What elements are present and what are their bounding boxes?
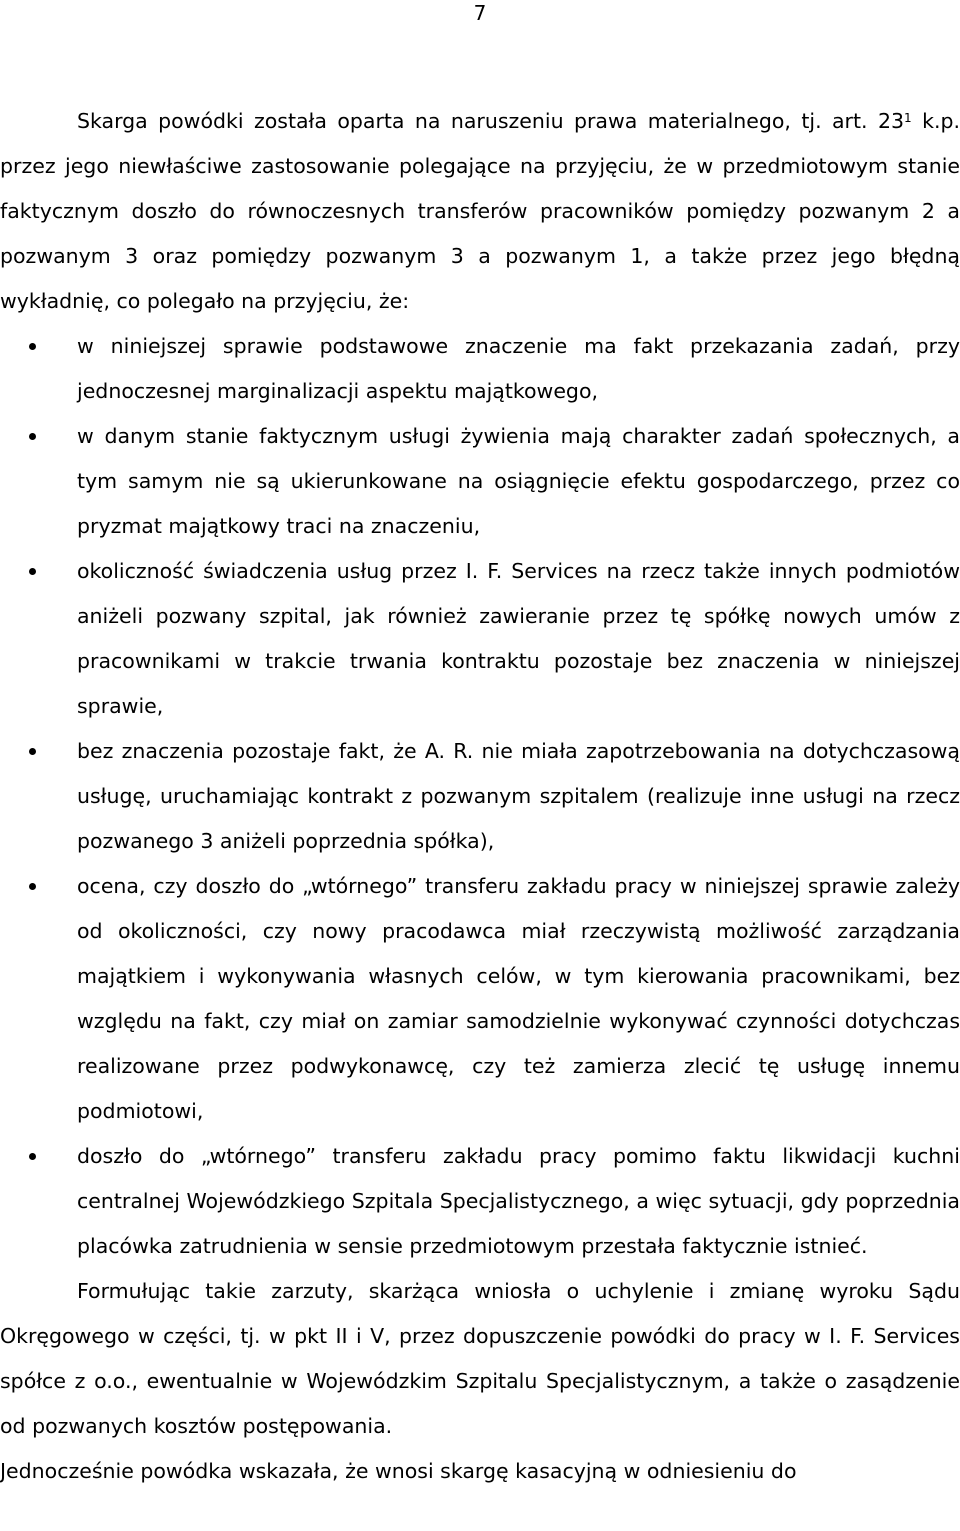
document-body [0,99,960,1494]
list-item-text: bez znaczenia pozostaje fakt, że A. R. nie miała zapotrzebowania na dotychczasową usługę, uruchamiając kontrakt z pozwanym szpitalem (realizuje inne usługi na rzecz pozwanego 3 aniżeli poprzednia spółka), [77,739,960,853]
continuation-paragraph: Jednocześnie powódka wskazała, że wnosi skargę kasacyjną w odniesieniu do [0,1459,797,1483]
bullet-icon [29,1153,36,1160]
list-item [77,1134,960,1269]
bullet-icon [29,883,36,890]
bullet-icon [29,748,36,755]
list-item [77,414,960,549]
claims-paragraph: Formułując takie zarzuty, skarżąca wniosła o uchylenie i zmianę wyroku Sądu Okręgowego w części, tj. w pkt II i V, przez dopuszczenie powódki do pracy w I. F. Services spółce z o.o., ewentualnie w Wojewódzkim Szpitalu Specjalistycznym, a także o zasądzenie od pozwanych kosztów postępowania. [0,1279,960,1438]
list-item-text: ocena, czy doszło do „wtórnego” transferu zakładu pracy w niniejszej sprawie zależy od okoliczności, czy nowy pracodawca miał rzeczywistą możliwość zarządzania majątkiem i wykonywania własnych celów, w tym kierowania pracownikami, bez względu na fakt, czy miał on zamiar samodzielnie wykonywać czynności dotychczas realizowane przez podwykonawcę, czy też zamierza zlecić tę usługę innemu podmiotowi, [77,874,960,1123]
bullet-icon [29,433,36,440]
intro-text-continued: k.p. przez jego niewłaściwe zastosowanie polegające na przyjęciu, że w przedmiotowym stanie faktycznym doszło do równoczesnych transferów pracowników pomiędzy pozwanym 2 a pozwanym 3 oraz pomiędzy pozwanym 3 a pozwanym 1, a także przez jego błędną wykładnię, co polegało na przyjęciu, że: [0,109,960,313]
intro-paragraph [0,99,960,324]
list-item [77,549,960,729]
bullet-icon [29,568,36,575]
list-item [77,324,960,414]
intro-text: Skarga powódki została oparta na naruszeniu prawa materialnego, tj. art. 23 [77,109,905,133]
list-item-text: w danym stanie faktycznym usługi żywienia mają charakter zadań społecznych, a tym samym nie są ukierunkowane na osiągnięcie efektu gospodarczego, przez co pryzmat majątkowy traci na znaczeniu, [77,424,960,538]
list-item-text: okoliczność świadczenia usług przez I. F. Services na rzecz także innych podmiotów aniżeli pozwany szpital, jak również zawieranie przez tę spółkę nowych umów z pracownikami w trakcie trwania kontraktu pozostaje bez znaczenia w niniejszej sprawie, [77,559,960,718]
list-item-text: doszło do „wtórnego” transferu zakładu pracy pomimo faktu likwidacji kuchni centralnej Wojewódzkiego Szpitala Specjalistycznego, a więc sytuacji, gdy poprzednia placówka zatrudnienia w sensie przedmiotowym przestała faktycznie istnieć. [77,1144,960,1258]
list-item [77,864,960,1134]
list-item-text: w niniejszej sprawie podstawowe znaczenie ma fakt przekazania zadań, przy jednoczesnej marginalizacji aspektu majątkowego, [77,334,960,403]
bullet-icon [29,343,36,350]
page-number: 7 [473,1,487,25]
footnote-superscript: 1 [904,111,912,125]
bullet-list [0,324,960,1269]
list-item [77,729,960,864]
